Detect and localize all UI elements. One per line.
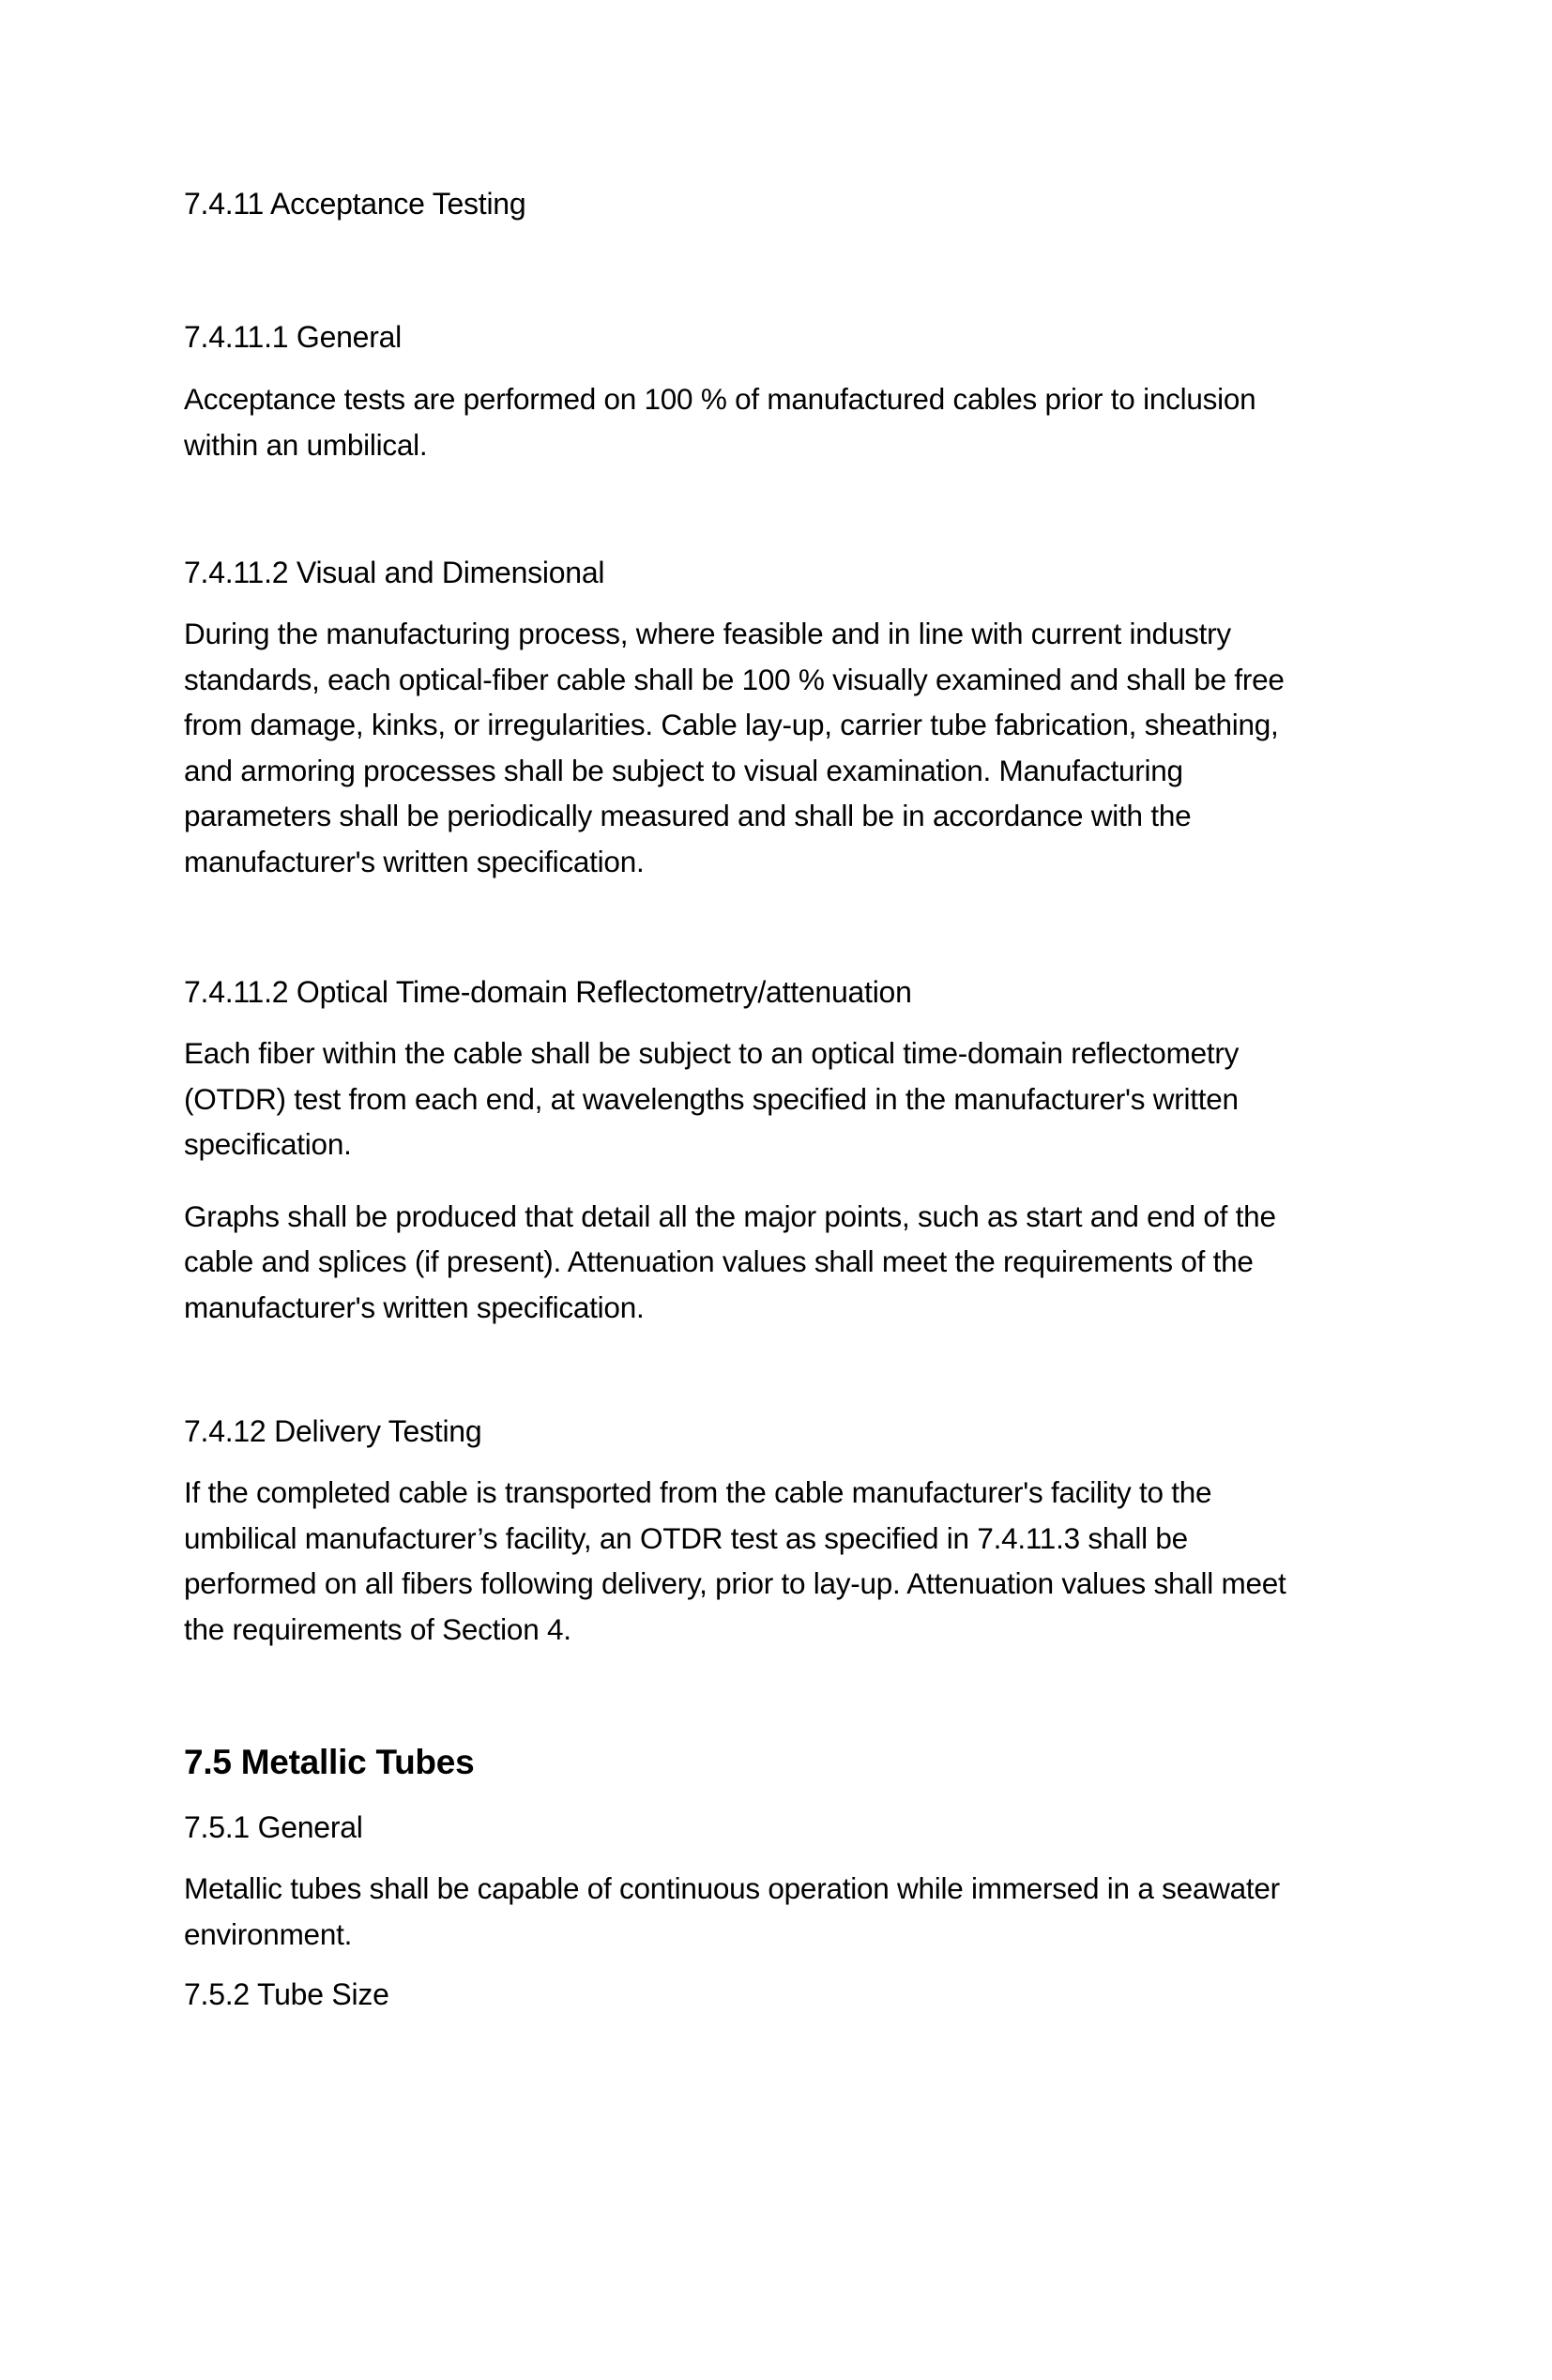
paragraph-line: the requirements of Section 4. xyxy=(184,1611,571,1646)
paragraph-line: If the completed cable is transported from the cable manufacturer's facility to the xyxy=(184,1475,1212,1509)
paragraph-line: umbilical manufacturer’s facility, an OTDR test as specified in 7.4.11.3 shall be xyxy=(184,1520,1188,1555)
paragraph-line: performed on all fibers following delivery, prior to lay-up. Attenuation values shall meet xyxy=(184,1566,1286,1600)
section-heading-7-5-metallic-tubes: 7.5 Metallic Tubes xyxy=(184,1743,475,1781)
document-page xyxy=(0,185,1552,2380)
paragraph-line: specification. xyxy=(184,1127,352,1161)
paragraph-metallic-tubes xyxy=(184,1866,1404,1957)
section-heading-7-4-11-1-general: 7.4.11.1 General xyxy=(184,320,403,354)
paragraph-graphs xyxy=(184,1194,1404,1331)
paragraph-line: from damage, kinks, or irregularities. Cable lay-up, carrier tube fabrication, sheathing, xyxy=(184,708,1279,741)
paragraph-line: manufacturer's written specification. xyxy=(184,1289,645,1324)
paragraph-line: (OTDR) test from each end, at wavelengths specified in the manufacturer's written xyxy=(184,1081,1239,1116)
section-heading-7-4-11-acceptance-testing: 7.4.11 Acceptance Testing xyxy=(184,187,526,221)
document-content xyxy=(184,185,1404,2013)
paragraph-line: Metallic tubes shall be capable of continuous operation while immersed in a seawater xyxy=(184,1871,1280,1905)
section-heading-7-5-1-general: 7.5.1 General xyxy=(184,1810,363,1844)
paragraph-line: environment. xyxy=(184,1916,353,1951)
paragraph-line: During the manufacturing process, where feasible and in line with current industry xyxy=(184,617,1231,650)
paragraph-line: Graphs shall be produced that detail all the major points, such as start and end of the xyxy=(184,1198,1276,1233)
paragraph-visual-dimensional xyxy=(184,611,1404,884)
paragraph-line: Each fiber within the cable shall be subject to an optical time-domain reflectometry xyxy=(184,1036,1240,1070)
section-heading-7-5-2-tube-size: 7.5.2 Tube Size xyxy=(184,1977,389,2011)
paragraph-line: cable and splices (if present). Attenuation values shall meet the requirements of the xyxy=(184,1244,1254,1278)
section-heading-7-4-11-2-visual-dimensional: 7.4.11.2 Visual and Dimensional xyxy=(184,556,605,589)
section-heading-7-4-12-delivery-testing: 7.4.12 Delivery Testing xyxy=(184,1414,482,1448)
section-heading-7-4-11-2-otdr: 7.4.11.2 Optical Time-domain Reflectometry/attenuation xyxy=(184,975,912,1009)
paragraph-line: within an umbilical. xyxy=(184,427,428,462)
paragraph-otdr-test xyxy=(184,1030,1404,1167)
paragraph-delivery-testing xyxy=(184,1470,1404,1652)
paragraph-line: parameters shall be periodically measured and shall be in accordance with the xyxy=(184,799,1192,832)
paragraph-line: manufacturer's written specification. xyxy=(184,844,645,878)
paragraph-line: standards, each optical-fiber cable shall be 100 % visually examined and shall be free xyxy=(184,662,1285,696)
paragraph-line: and armoring processes shall be subject to visual examination. Manufacturing xyxy=(184,753,1183,787)
paragraph-line: Acceptance tests are performed on 100 % of manufactured cables prior to inclusion xyxy=(184,382,1256,416)
paragraph-acceptance-tests xyxy=(184,376,1404,467)
